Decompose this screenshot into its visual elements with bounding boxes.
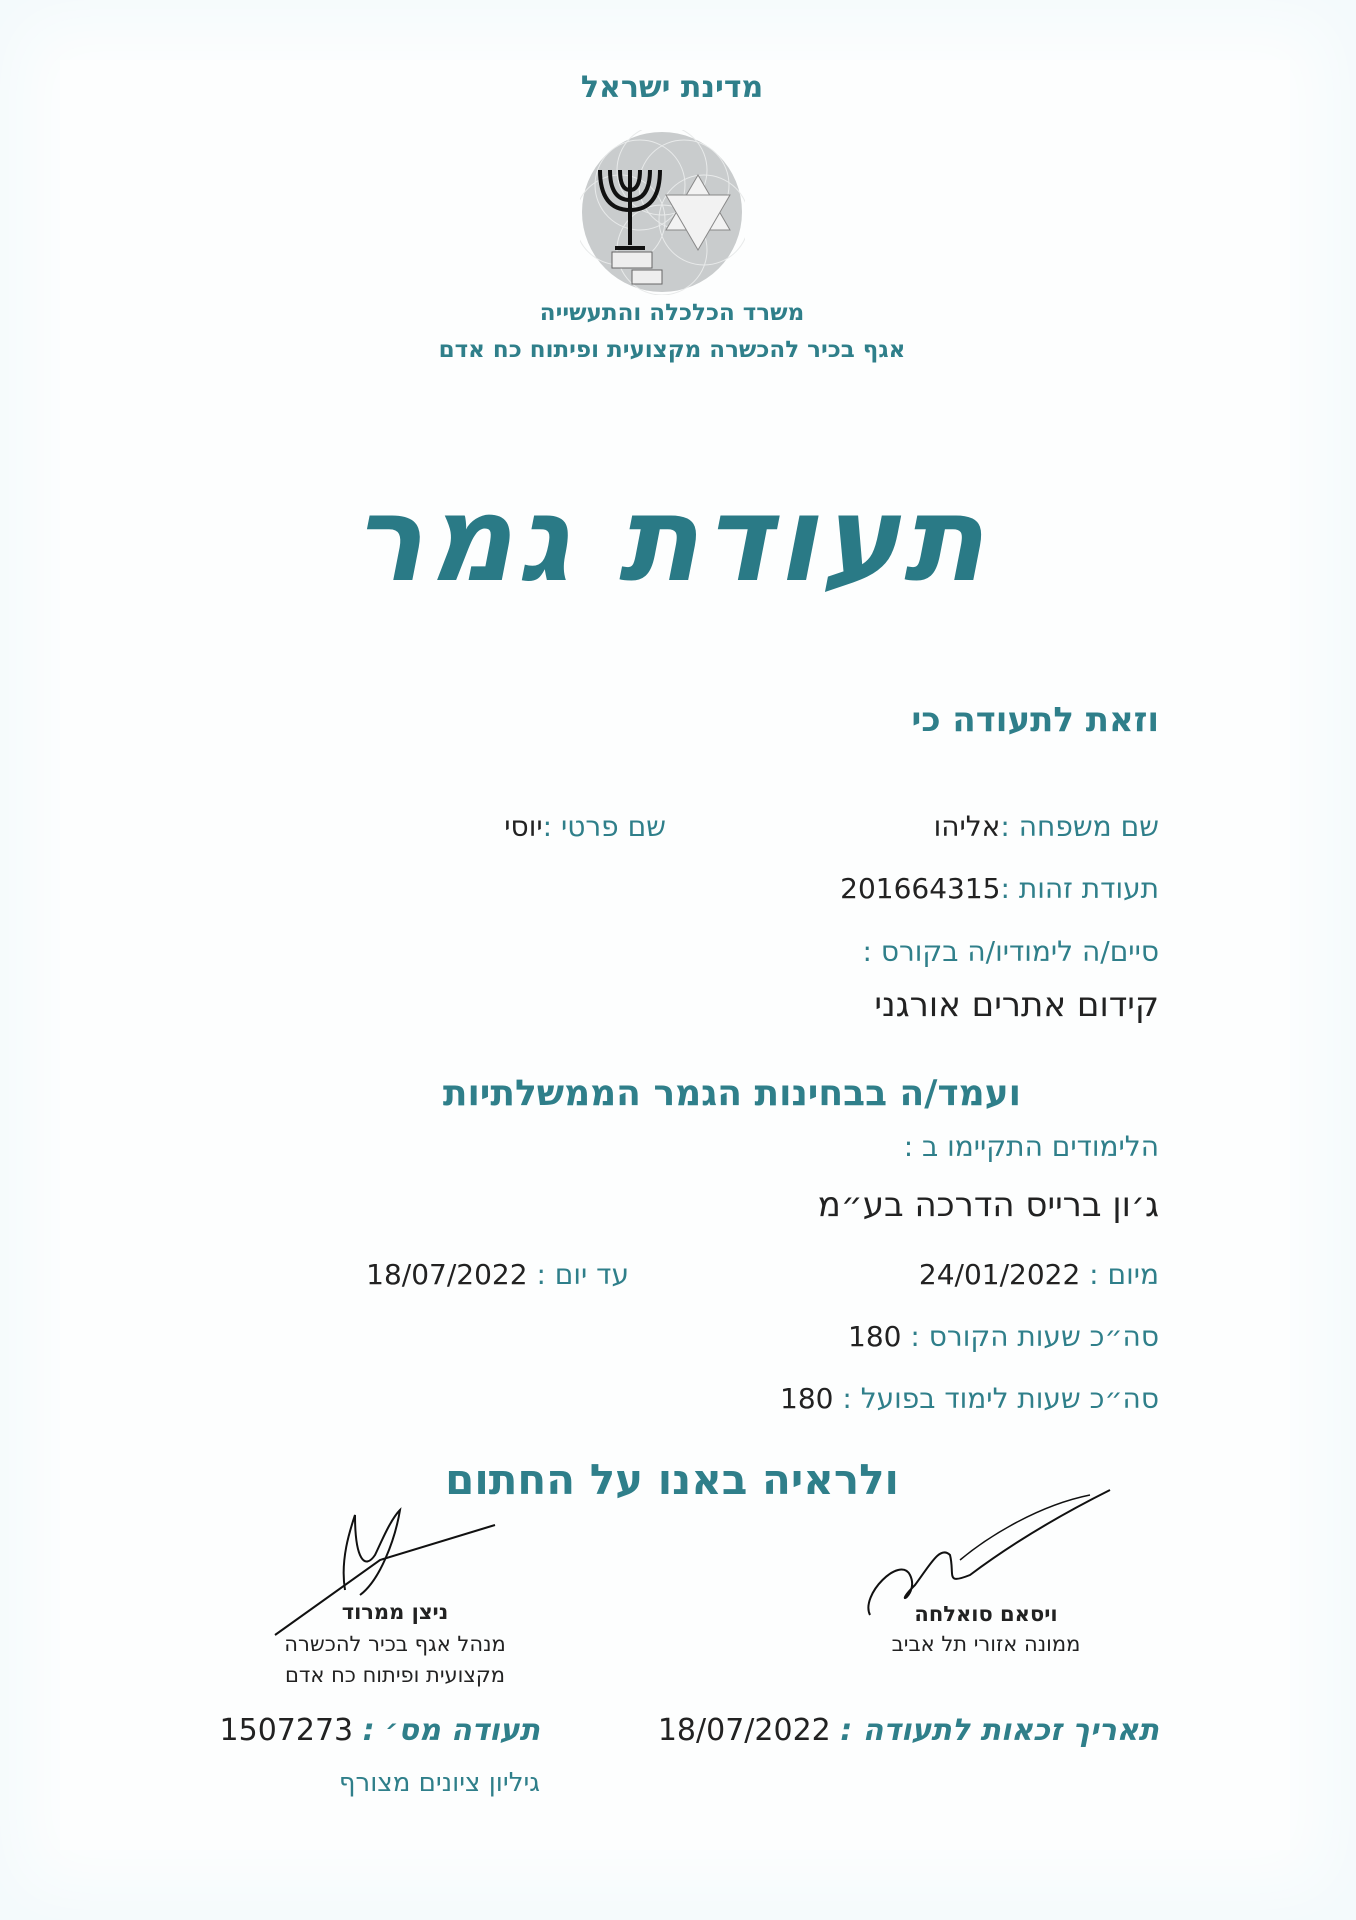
to-date: 18/07/2022 <box>366 1258 528 1291</box>
to-date-row <box>366 1258 629 1291</box>
id-label: תעודת זהות : <box>1000 872 1159 905</box>
last-name-label: שם משפחה : <box>1000 810 1159 843</box>
course-hours-value: 180 <box>848 1320 902 1353</box>
eligibility-date: 18/07/2022 <box>657 1713 831 1748</box>
actual-hours-row <box>780 1382 1159 1415</box>
signatory-right-role: ממונה אזורי תל אביב <box>891 1632 1081 1656</box>
from-label: מיום : <box>1089 1258 1159 1291</box>
id-value: 201664315 <box>840 872 1001 905</box>
intro-text: וזאת לתעודה כי <box>911 700 1159 740</box>
institution-name: ג׳ון ברייס הדרכה בע״מ <box>817 1185 1159 1225</box>
held-at-label: הלימודים התקיימו ב : <box>903 1130 1159 1163</box>
eligibility-row <box>658 1713 1159 1748</box>
signatory-left-role-line1: מנהל אגף בכיר להכשרה <box>284 1632 506 1656</box>
exams-statement: ועמד/ה בבחינות הגמר הממשלתיות <box>442 1073 1021 1114</box>
last-name-row <box>934 810 1159 843</box>
eligibility-label: תאריך זכאות לתעודה : <box>840 1713 1159 1748</box>
state-name: מדינת ישראל <box>580 70 764 105</box>
ministry-name: משרד הכלכלה והתעשייה <box>539 300 805 326</box>
actual-hours-value: 180 <box>780 1382 834 1415</box>
cert-number-label: תעודה מס׳ : <box>362 1713 540 1748</box>
signatory-right-name: ויסאם סואלחה <box>914 1602 1058 1626</box>
id-row <box>840 872 1159 905</box>
course-label: סיים/ה לימודיו/ה בקורס : <box>862 935 1159 968</box>
course-name: קידום אתרים אורגני <box>874 985 1159 1025</box>
course-hours-row <box>848 1320 1159 1353</box>
course-hours-label: סה״כ שעות הקורס : <box>910 1320 1159 1353</box>
signatory-left-name: ניצן ממרוד <box>341 1600 449 1624</box>
cert-number-row <box>220 1713 540 1748</box>
department-name: אגף בכיר להכשרה מקצועית ופיתוח כח אדם <box>438 337 906 363</box>
first-name-row <box>504 810 666 843</box>
from-date: 24/01/2022 <box>918 1258 1081 1291</box>
signatory-left-role-line2: מקצועית ופיתוח כח אדם <box>284 1663 506 1687</box>
grades-note: גיליון ציונים מצורף <box>338 1768 540 1798</box>
certificate-title: תעודת גמר <box>352 470 988 608</box>
first-name-label: שם פרטי : <box>542 810 666 843</box>
from-date-row <box>919 1258 1159 1291</box>
to-label: עד יום : <box>536 1258 629 1291</box>
ministry-emblem <box>580 130 745 295</box>
witness-statement: ולראיה באנו על החתום <box>445 1455 899 1504</box>
actual-hours-label: סה״כ שעות לימוד בפועל : <box>842 1382 1159 1415</box>
first-name-value: יוסי <box>504 810 543 843</box>
cert-number: 1507273 <box>219 1713 354 1748</box>
last-name-value: אליהו <box>933 810 1001 843</box>
